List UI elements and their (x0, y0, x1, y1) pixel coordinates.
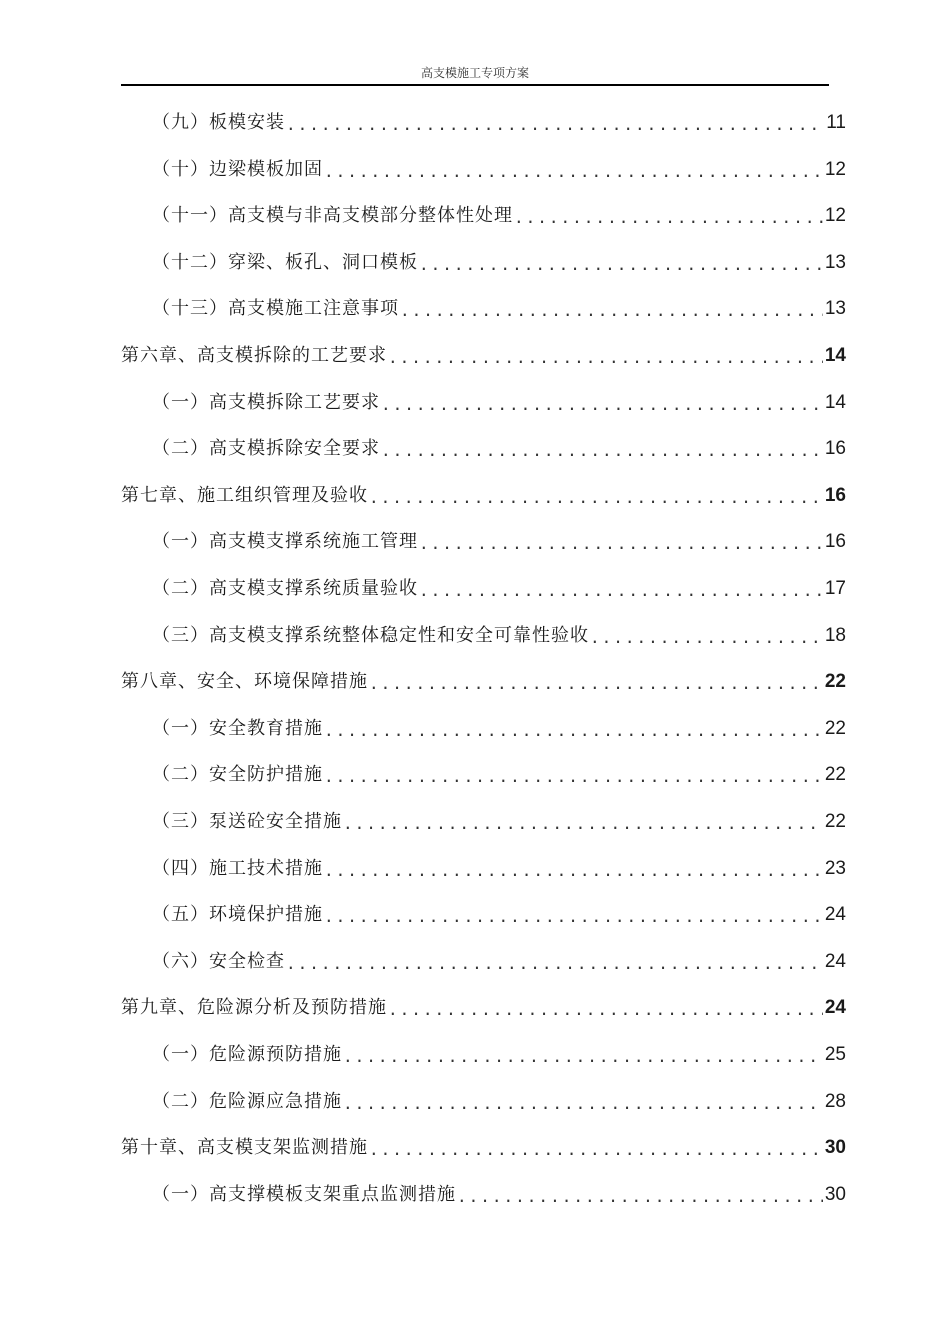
toc-entry-label: （三）高支模支撑系统整体稳定性和安全可靠性验收 (152, 624, 589, 646)
toc-entry-label: 第六章、高支模拆除的工艺要求 (121, 345, 387, 366)
toc-section-entry[interactable] (152, 525, 846, 553)
toc-dot-leader (324, 722, 823, 740)
toc-page-number: 18 (824, 624, 846, 646)
toc-section-entry[interactable] (152, 758, 846, 786)
toc-page-number: 16 (824, 484, 846, 506)
toc-dot-leader (286, 116, 824, 134)
toc-section-entry[interactable] (152, 199, 846, 227)
toc-page-number: 17 (824, 578, 846, 599)
header-rule (121, 84, 829, 86)
toc-dot-leader (286, 955, 823, 973)
toc-dot-leader (369, 675, 823, 693)
toc-section-entry[interactable] (152, 1085, 846, 1113)
toc-page-number: 12 (824, 205, 846, 227)
toc-page-number: 24 (824, 950, 846, 972)
toc-section-entry[interactable] (152, 619, 846, 647)
toc-page-number: 16 (824, 531, 846, 553)
toc-section-entry[interactable] (152, 432, 846, 460)
toc-section-entry[interactable] (152, 1178, 846, 1206)
toc-dot-leader (324, 768, 823, 786)
toc-dot-leader (324, 862, 823, 880)
toc-dot-leader (381, 396, 823, 414)
toc-page-number: 23 (824, 857, 846, 879)
toc-page-number: 30 (824, 1183, 846, 1205)
toc-entry-label: （一）危险源预防措施 (152, 1044, 342, 1065)
toc-dot-leader (343, 815, 823, 833)
toc-page-number: 14 (824, 345, 846, 366)
toc-entry-label: （二）高支模拆除安全要求 (152, 438, 380, 460)
toc-entry-label: （六）安全检查 (152, 950, 285, 972)
toc-page-number: 13 (824, 298, 846, 320)
toc-dot-leader (400, 302, 823, 320)
toc-dot-leader (324, 908, 823, 926)
toc-dot-leader (388, 1001, 823, 1019)
toc-section-entry[interactable] (152, 852, 846, 880)
toc-section-entry[interactable] (152, 386, 846, 414)
running-header-title: 高支模施工专项方案 (420, 66, 529, 80)
toc-section-entry[interactable] (152, 1038, 846, 1066)
toc-page-number: 30 (824, 1137, 846, 1159)
toc-dot-leader (343, 1048, 823, 1066)
toc-chapter-entry[interactable] (121, 665, 846, 693)
toc-entry-label: （二）安全防护措施 (152, 764, 323, 786)
toc-section-entry[interactable] (152, 898, 846, 926)
toc-entry-label: （十二）穿梁、板孔、洞口模板 (152, 251, 418, 273)
toc-section-entry[interactable] (152, 805, 846, 833)
toc-section-entry[interactable] (152, 246, 846, 274)
toc-page-number: 24 (824, 904, 846, 926)
toc-dot-leader (388, 349, 823, 367)
toc-dot-leader (419, 582, 823, 600)
toc-entry-label: （三）泵送砼安全措施 (152, 811, 342, 832)
toc-section-entry[interactable] (152, 572, 846, 600)
toc-section-entry[interactable] (152, 106, 846, 134)
toc-section-entry[interactable] (152, 712, 846, 740)
toc-entry-label: （十一）高支模与非高支模部分整体性处理 (152, 205, 513, 227)
toc-section-entry[interactable] (152, 153, 846, 181)
toc-dot-leader (369, 489, 823, 507)
toc-entry-label: （一）高支撑模板支架重点监测措施 (152, 1183, 456, 1205)
toc-entry-label: （二）高支模支撑系统质量验收 (152, 578, 418, 599)
toc-dot-leader (419, 535, 823, 553)
toc-page-number: 28 (824, 1090, 846, 1112)
toc-entry-label: （九）板模安装 (152, 112, 285, 133)
toc-dot-leader (457, 1188, 823, 1206)
toc-page-number: 25 (824, 1044, 846, 1065)
toc-entry-label: 第七章、施工组织管理及验收 (121, 484, 368, 506)
toc-chapter-entry[interactable] (121, 991, 846, 1019)
toc-page-number: 22 (824, 717, 846, 739)
toc-dot-leader (324, 163, 823, 181)
toc-page-number: 16 (824, 438, 846, 460)
toc-page-number: 13 (824, 251, 846, 273)
toc-entry-label: 第八章、安全、环境保障措施 (121, 671, 368, 693)
toc-entry-label: （二）危险源应急措施 (152, 1090, 342, 1112)
toc-dot-leader (514, 209, 823, 227)
toc-chapter-entry[interactable] (121, 1131, 846, 1159)
toc-page-number: 11 (826, 112, 846, 133)
toc-entry-label: （一）高支模拆除工艺要求 (152, 391, 380, 413)
toc-page-number: 24 (824, 997, 846, 1019)
toc-page-number: 22 (824, 671, 846, 693)
toc-dot-leader (369, 1141, 823, 1159)
toc-dot-leader (590, 629, 823, 647)
toc-page-number: 14 (824, 391, 846, 413)
toc-entry-label: （四）施工技术措施 (152, 857, 323, 879)
toc-entry-label: （一）安全教育措施 (152, 717, 323, 739)
toc-dot-leader (419, 256, 823, 274)
toc-chapter-entry[interactable] (121, 479, 846, 507)
toc-section-entry[interactable] (152, 292, 846, 320)
toc-entry-label: （十）边梁模板加固 (152, 158, 323, 180)
toc-entry-label: （一）高支模支撑系统施工管理 (152, 531, 418, 553)
toc-section-entry[interactable] (152, 945, 846, 973)
toc-entry-label: （五）环境保护措施 (152, 904, 323, 926)
toc-entry-label: 第九章、危险源分析及预防措施 (121, 997, 387, 1019)
toc-dot-leader (381, 442, 823, 460)
toc-entry-label: 第十章、高支模支架监测措施 (121, 1137, 368, 1159)
toc-entry-label: （十三）高支模施工注意事项 (152, 298, 399, 320)
toc-chapter-entry[interactable] (121, 339, 846, 367)
toc-page-number: 22 (824, 764, 846, 786)
toc-dot-leader (343, 1095, 823, 1113)
toc-page-number: 12 (824, 158, 846, 180)
toc-page-number: 22 (824, 811, 846, 832)
